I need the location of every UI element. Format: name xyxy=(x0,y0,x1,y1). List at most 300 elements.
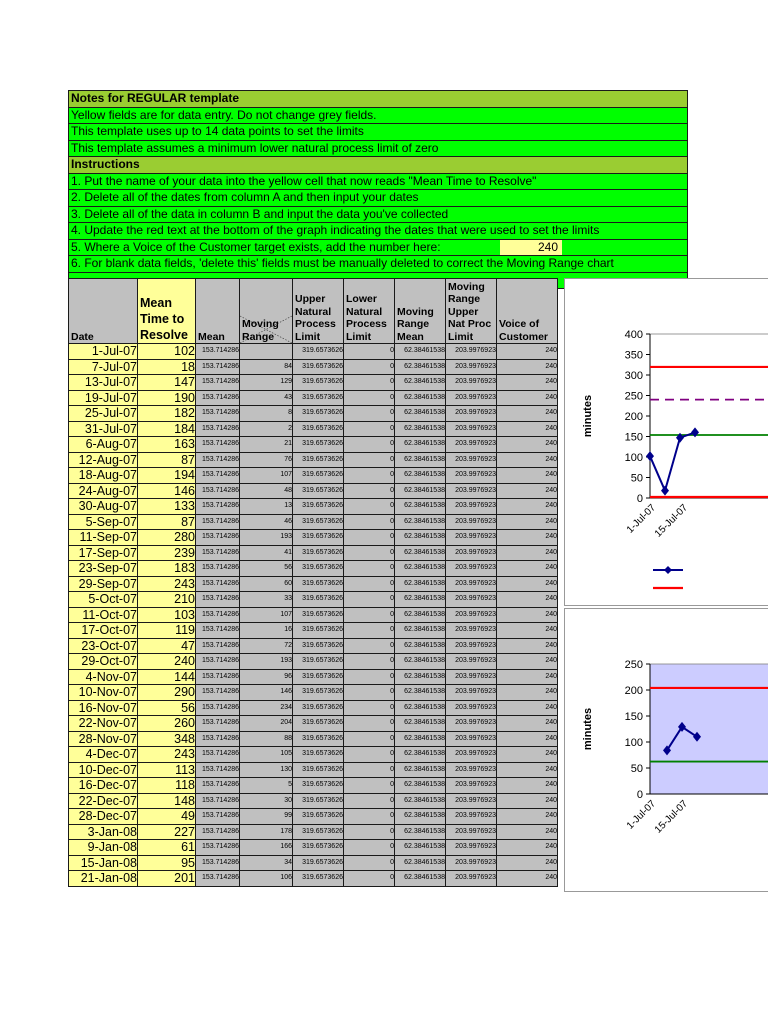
moving-range-cell[interactable]: 2 xyxy=(240,421,293,437)
mr-upper-cell[interactable]: 203.9976923 xyxy=(446,623,497,639)
lnpl-cell[interactable]: 0 xyxy=(344,390,395,406)
lnpl-cell[interactable]: 0 xyxy=(344,716,395,732)
voc-cell[interactable]: 240 xyxy=(497,375,558,391)
value-cell[interactable]: 243 xyxy=(138,747,196,763)
notes-title[interactable]: Notes for REGULAR template xyxy=(68,90,688,107)
mean-cell[interactable]: 153.714286 xyxy=(196,406,240,422)
mean-cell[interactable]: 153.714286 xyxy=(196,344,240,360)
unpl-cell[interactable]: 319.6573626 xyxy=(293,654,344,670)
mr-upper-cell[interactable]: 203.9976923 xyxy=(446,840,497,856)
mean-cell[interactable]: 153.714286 xyxy=(196,871,240,887)
moving-range-cell[interactable]: 34 xyxy=(240,855,293,871)
date-cell[interactable]: 10-Nov-07 xyxy=(69,685,138,701)
unpl-cell[interactable]: 319.6573626 xyxy=(293,483,344,499)
mean-cell[interactable]: 153.714286 xyxy=(196,840,240,856)
unpl-cell[interactable]: 319.6573626 xyxy=(293,809,344,825)
voc-cell[interactable]: 240 xyxy=(497,592,558,608)
mr-mean-cell[interactable]: 62.38461538 xyxy=(395,809,446,825)
mean-cell[interactable]: 153.714286 xyxy=(196,483,240,499)
unpl-cell[interactable]: 319.6573626 xyxy=(293,359,344,375)
mean-cell[interactable]: 153.714286 xyxy=(196,545,240,561)
lnpl-cell[interactable]: 0 xyxy=(344,809,395,825)
moving-range-cell[interactable]: 8 xyxy=(240,406,293,422)
moving-range-cell[interactable]: 33 xyxy=(240,592,293,608)
date-cell[interactable]: 1-Jul-07 xyxy=(69,344,138,360)
unpl-cell[interactable]: 319.6573626 xyxy=(293,390,344,406)
header-moving-range-upper[interactable]: Moving Range Upper Nat Proc Limit xyxy=(446,279,497,344)
mean-cell[interactable]: 153.714286 xyxy=(196,778,240,794)
date-cell[interactable]: 23-Sep-07 xyxy=(69,561,138,577)
header-upper-natural-process-limit[interactable]: Upper Natural Process Limit xyxy=(293,279,344,344)
mr-mean-cell[interactable]: 62.38461538 xyxy=(395,437,446,453)
lnpl-cell[interactable]: 0 xyxy=(344,375,395,391)
unpl-cell[interactable]: 319.6573626 xyxy=(293,375,344,391)
lnpl-cell[interactable]: 0 xyxy=(344,561,395,577)
date-cell[interactable]: 6-Aug-07 xyxy=(69,437,138,453)
mean-cell[interactable]: 153.714286 xyxy=(196,375,240,391)
lnpl-cell[interactable]: 0 xyxy=(344,499,395,515)
date-cell[interactable]: 11-Sep-07 xyxy=(69,530,138,546)
mr-upper-cell[interactable]: 203.9976923 xyxy=(446,793,497,809)
lnpl-cell[interactable]: 0 xyxy=(344,514,395,530)
moving-range-cell[interactable]: 72 xyxy=(240,638,293,654)
moving-range-cell[interactable]: 166 xyxy=(240,840,293,856)
mean-cell[interactable]: 153.714286 xyxy=(196,576,240,592)
mr-upper-cell[interactable]: 203.9976923 xyxy=(446,344,497,360)
date-cell[interactable]: 24-Aug-07 xyxy=(69,483,138,499)
moving-range-cell[interactable]: 13 xyxy=(240,499,293,515)
voc-cell[interactable]: 240 xyxy=(497,700,558,716)
mean-cell[interactable]: 153.714286 xyxy=(196,359,240,375)
mean-cell[interactable]: 153.714286 xyxy=(196,793,240,809)
mr-upper-cell[interactable]: 203.9976923 xyxy=(446,607,497,623)
unpl-cell[interactable]: 319.6573626 xyxy=(293,406,344,422)
value-cell[interactable]: 240 xyxy=(138,654,196,670)
value-cell[interactable]: 133 xyxy=(138,499,196,515)
unpl-cell[interactable]: 319.6573626 xyxy=(293,499,344,515)
unpl-cell[interactable]: 319.6573626 xyxy=(293,623,344,639)
mean-cell[interactable]: 153.714286 xyxy=(196,592,240,608)
date-cell[interactable]: 5-Oct-07 xyxy=(69,592,138,608)
mr-upper-cell[interactable]: 203.9976923 xyxy=(446,483,497,499)
header-moving-range-mean[interactable]: Moving Range Mean xyxy=(395,279,446,344)
instruction-step-1[interactable]: 1. Put the name of your data into the yellow cell that now reads "Mean Time to Resolve" xyxy=(68,173,688,190)
moving-range-cell[interactable]: 88 xyxy=(240,731,293,747)
mr-mean-cell[interactable]: 62.38461538 xyxy=(395,421,446,437)
instruction-step-2[interactable]: 2. Delete all of the dates from column A and then input your dates xyxy=(68,189,688,206)
value-cell[interactable]: 144 xyxy=(138,669,196,685)
lnpl-cell[interactable]: 0 xyxy=(344,468,395,484)
instructions-title[interactable]: Instructions xyxy=(68,156,688,173)
mean-cell[interactable]: 153.714286 xyxy=(196,731,240,747)
voc-cell[interactable]: 240 xyxy=(497,576,558,592)
date-cell[interactable]: 16-Nov-07 xyxy=(69,700,138,716)
mr-mean-cell[interactable]: 62.38461538 xyxy=(395,778,446,794)
value-cell[interactable]: 148 xyxy=(138,793,196,809)
header-moving-range[interactable] xyxy=(240,279,293,344)
mr-upper-cell[interactable]: 203.9976923 xyxy=(446,685,497,701)
moving-range-cell[interactable]: 178 xyxy=(240,824,293,840)
value-cell[interactable]: 290 xyxy=(138,685,196,701)
value-cell[interactable]: 49 xyxy=(138,809,196,825)
unpl-cell[interactable]: 319.6573626 xyxy=(293,344,344,360)
mr-upper-cell[interactable]: 203.9976923 xyxy=(446,530,497,546)
date-cell[interactable]: 13-Jul-07 xyxy=(69,375,138,391)
voc-cell[interactable]: 240 xyxy=(497,344,558,360)
moving-range-cell[interactable]: 48 xyxy=(240,483,293,499)
instruction-step-5[interactable]: 5. Where a Voice of the Customer target exists, add the number here: xyxy=(71,239,441,254)
date-cell[interactable]: 4-Dec-07 xyxy=(69,747,138,763)
mr-upper-cell[interactable]: 203.9976923 xyxy=(446,778,497,794)
moving-range-cell[interactable]: 60 xyxy=(240,576,293,592)
voc-cell[interactable]: 240 xyxy=(497,468,558,484)
lnpl-cell[interactable]: 0 xyxy=(344,747,395,763)
notes-line-3[interactable]: This template assumes a minimum lower natural process limit of zero xyxy=(68,140,688,157)
voc-cell[interactable]: 240 xyxy=(497,747,558,763)
lnpl-cell[interactable]: 0 xyxy=(344,607,395,623)
lnpl-cell[interactable]: 0 xyxy=(344,623,395,639)
mean-cell[interactable]: 153.714286 xyxy=(196,824,240,840)
voc-cell[interactable]: 240 xyxy=(497,607,558,623)
lnpl-cell[interactable]: 0 xyxy=(344,344,395,360)
notes-line-1[interactable]: Yellow fields are for data entry. Do not change grey fields. xyxy=(68,107,688,124)
unpl-cell[interactable]: 319.6573626 xyxy=(293,437,344,453)
unpl-cell[interactable]: 319.6573626 xyxy=(293,716,344,732)
instruction-step-4[interactable]: 4. Update the red text at the bottom of the graph indicating the dates that were used to set the limits xyxy=(68,222,688,239)
voc-cell[interactable]: 240 xyxy=(497,762,558,778)
lnpl-cell[interactable]: 0 xyxy=(344,871,395,887)
mr-upper-cell[interactable]: 203.9976923 xyxy=(446,375,497,391)
lnpl-cell[interactable]: 0 xyxy=(344,592,395,608)
voc-cell[interactable]: 240 xyxy=(497,793,558,809)
date-cell[interactable]: 28-Nov-07 xyxy=(69,731,138,747)
date-cell[interactable]: 19-Jul-07 xyxy=(69,390,138,406)
mr-upper-cell[interactable]: 203.9976923 xyxy=(446,437,497,453)
moving-range-cell[interactable]: 46 xyxy=(240,514,293,530)
unpl-cell[interactable]: 319.6573626 xyxy=(293,778,344,794)
unpl-cell[interactable]: 319.6573626 xyxy=(293,747,344,763)
mr-upper-cell[interactable]: 203.9976923 xyxy=(446,468,497,484)
voc-cell[interactable]: 240 xyxy=(497,716,558,732)
date-cell[interactable]: 10-Dec-07 xyxy=(69,762,138,778)
value-cell[interactable]: 47 xyxy=(138,638,196,654)
lnpl-cell[interactable]: 0 xyxy=(344,824,395,840)
moving-range-cell[interactable]: 56 xyxy=(240,561,293,577)
mr-mean-cell[interactable]: 62.38461538 xyxy=(395,840,446,856)
moving-range-cell[interactable] xyxy=(240,344,293,360)
lnpl-cell[interactable]: 0 xyxy=(344,685,395,701)
value-cell[interactable]: 243 xyxy=(138,576,196,592)
date-cell[interactable]: 11-Oct-07 xyxy=(69,607,138,623)
voc-cell[interactable]: 240 xyxy=(497,685,558,701)
mean-cell[interactable]: 153.714286 xyxy=(196,561,240,577)
lnpl-cell[interactable]: 0 xyxy=(344,530,395,546)
value-cell[interactable]: 87 xyxy=(138,514,196,530)
mr-upper-cell[interactable]: 203.9976923 xyxy=(446,700,497,716)
lnpl-cell[interactable]: 0 xyxy=(344,452,395,468)
mr-upper-cell[interactable]: 203.9976923 xyxy=(446,871,497,887)
value-cell[interactable]: 163 xyxy=(138,437,196,453)
unpl-cell[interactable]: 319.6573626 xyxy=(293,871,344,887)
value-cell[interactable]: 18 xyxy=(138,359,196,375)
date-cell[interactable]: 29-Sep-07 xyxy=(69,576,138,592)
mr-upper-cell[interactable]: 203.9976923 xyxy=(446,747,497,763)
voc-cell[interactable]: 240 xyxy=(497,421,558,437)
mr-upper-cell[interactable]: 203.9976923 xyxy=(446,855,497,871)
mean-cell[interactable]: 153.714286 xyxy=(196,762,240,778)
mr-mean-cell[interactable]: 62.38461538 xyxy=(395,545,446,561)
lnpl-cell[interactable]: 0 xyxy=(344,840,395,856)
mr-mean-cell[interactable]: 62.38461538 xyxy=(395,762,446,778)
mean-cell[interactable]: 153.714286 xyxy=(196,452,240,468)
mr-mean-cell[interactable]: 62.38461538 xyxy=(395,654,446,670)
mr-mean-cell[interactable]: 62.38461538 xyxy=(395,468,446,484)
date-cell[interactable]: 12-Aug-07 xyxy=(69,452,138,468)
unpl-cell[interactable]: 319.6573626 xyxy=(293,762,344,778)
moving-range-cell[interactable]: 105 xyxy=(240,747,293,763)
voc-cell[interactable]: 240 xyxy=(497,654,558,670)
voc-cell[interactable]: 240 xyxy=(497,359,558,375)
unpl-cell[interactable]: 319.6573626 xyxy=(293,700,344,716)
header-date[interactable]: Date xyxy=(69,279,138,344)
date-cell[interactable]: 31-Jul-07 xyxy=(69,421,138,437)
date-cell[interactable]: 7-Jul-07 xyxy=(69,359,138,375)
date-cell[interactable]: 16-Dec-07 xyxy=(69,778,138,794)
unpl-cell[interactable]: 319.6573626 xyxy=(293,685,344,701)
mr-upper-cell[interactable]: 203.9976923 xyxy=(446,576,497,592)
date-cell[interactable]: 28-Dec-07 xyxy=(69,809,138,825)
mr-upper-cell[interactable]: 203.9976923 xyxy=(446,638,497,654)
mean-cell[interactable]: 153.714286 xyxy=(196,607,240,623)
unpl-cell[interactable]: 319.6573626 xyxy=(293,545,344,561)
voc-cell[interactable]: 240 xyxy=(497,452,558,468)
mr-upper-cell[interactable]: 203.9976923 xyxy=(446,762,497,778)
mr-upper-cell[interactable]: 203.9976923 xyxy=(446,592,497,608)
unpl-cell[interactable]: 319.6573626 xyxy=(293,855,344,871)
mr-upper-cell[interactable]: 203.9976923 xyxy=(446,514,497,530)
value-cell[interactable]: 183 xyxy=(138,561,196,577)
moving-range-cell[interactable]: 96 xyxy=(240,669,293,685)
unpl-cell[interactable]: 319.6573626 xyxy=(293,530,344,546)
value-cell[interactable]: 119 xyxy=(138,623,196,639)
voc-cell[interactable]: 240 xyxy=(497,871,558,887)
mr-mean-cell[interactable]: 62.38461538 xyxy=(395,669,446,685)
date-cell[interactable]: 29-Oct-07 xyxy=(69,654,138,670)
lnpl-cell[interactable]: 0 xyxy=(344,437,395,453)
mean-cell[interactable]: 153.714286 xyxy=(196,421,240,437)
mr-mean-cell[interactable]: 62.38461538 xyxy=(395,855,446,871)
mr-mean-cell[interactable]: 62.38461538 xyxy=(395,359,446,375)
lnpl-cell[interactable]: 0 xyxy=(344,483,395,499)
date-cell[interactable]: 21-Jan-08 xyxy=(69,871,138,887)
mean-cell[interactable]: 153.714286 xyxy=(196,437,240,453)
value-cell[interactable]: 190 xyxy=(138,390,196,406)
mean-cell[interactable]: 153.714286 xyxy=(196,716,240,732)
moving-range-cell[interactable]: 130 xyxy=(240,762,293,778)
date-cell[interactable]: 17-Sep-07 xyxy=(69,545,138,561)
value-cell[interactable]: 146 xyxy=(138,483,196,499)
lnpl-cell[interactable]: 0 xyxy=(344,762,395,778)
voc-cell[interactable]: 240 xyxy=(497,638,558,654)
date-cell[interactable]: 25-Jul-07 xyxy=(69,406,138,422)
date-cell[interactable]: 18-Aug-07 xyxy=(69,468,138,484)
moving-range-cell[interactable]: 234 xyxy=(240,700,293,716)
moving-range-cell[interactable]: 5 xyxy=(240,778,293,794)
date-cell[interactable]: 15-Jan-08 xyxy=(69,855,138,871)
voc-cell[interactable]: 240 xyxy=(497,437,558,453)
value-cell[interactable]: 95 xyxy=(138,855,196,871)
header-mean[interactable]: Mean xyxy=(196,279,240,344)
value-cell[interactable]: 227 xyxy=(138,824,196,840)
mr-mean-cell[interactable]: 62.38461538 xyxy=(395,716,446,732)
lnpl-cell[interactable]: 0 xyxy=(344,793,395,809)
moving-range-cell[interactable]: 193 xyxy=(240,530,293,546)
date-cell[interactable]: 9-Jan-08 xyxy=(69,840,138,856)
mr-upper-cell[interactable]: 203.9976923 xyxy=(446,809,497,825)
voc-input-cell[interactable]: 240 xyxy=(500,240,562,256)
date-cell[interactable]: 22-Nov-07 xyxy=(69,716,138,732)
date-cell[interactable]: 5-Sep-07 xyxy=(69,514,138,530)
mr-upper-cell[interactable]: 203.9976923 xyxy=(446,561,497,577)
instruction-step-6[interactable]: 6. For blank data fields, 'delete this' fields must be manually deleted to correct the Moving Range chart xyxy=(68,255,688,272)
mr-upper-cell[interactable]: 203.9976923 xyxy=(446,669,497,685)
value-cell[interactable]: 201 xyxy=(138,871,196,887)
voc-cell[interactable]: 240 xyxy=(497,731,558,747)
value-cell[interactable]: 260 xyxy=(138,716,196,732)
value-cell[interactable]: 184 xyxy=(138,421,196,437)
value-cell[interactable]: 87 xyxy=(138,452,196,468)
notes-line-2[interactable]: This template uses up to 14 data points to set the limits xyxy=(68,123,688,140)
mr-mean-cell[interactable]: 62.38461538 xyxy=(395,406,446,422)
mr-mean-cell[interactable]: 62.38461538 xyxy=(395,793,446,809)
value-cell[interactable]: 56 xyxy=(138,700,196,716)
voc-cell[interactable]: 240 xyxy=(497,499,558,515)
voc-cell[interactable]: 240 xyxy=(497,623,558,639)
voc-cell[interactable]: 240 xyxy=(497,824,558,840)
voc-cell[interactable]: 240 xyxy=(497,561,558,577)
mr-mean-cell[interactable]: 62.38461538 xyxy=(395,607,446,623)
unpl-cell[interactable]: 319.6573626 xyxy=(293,452,344,468)
voc-cell[interactable]: 240 xyxy=(497,809,558,825)
mr-upper-cell[interactable]: 203.9976923 xyxy=(446,390,497,406)
voc-cell[interactable]: 240 xyxy=(497,669,558,685)
date-cell[interactable]: 4-Nov-07 xyxy=(69,669,138,685)
mr-mean-cell[interactable]: 62.38461538 xyxy=(395,731,446,747)
voc-cell[interactable]: 240 xyxy=(497,778,558,794)
unpl-cell[interactable]: 319.6573626 xyxy=(293,576,344,592)
voc-cell[interactable]: 240 xyxy=(497,545,558,561)
mr-upper-cell[interactable]: 203.9976923 xyxy=(446,406,497,422)
value-cell[interactable]: 182 xyxy=(138,406,196,422)
mr-mean-cell[interactable]: 62.38461538 xyxy=(395,483,446,499)
header-mean-time-to-resolve[interactable]: Mean Time to Resolve xyxy=(138,279,196,344)
mean-cell[interactable]: 153.714286 xyxy=(196,514,240,530)
voc-cell[interactable]: 240 xyxy=(497,483,558,499)
moving-range-cell[interactable]: 106 xyxy=(240,871,293,887)
mr-upper-cell[interactable]: 203.9976923 xyxy=(446,452,497,468)
mean-cell[interactable]: 153.714286 xyxy=(196,747,240,763)
voc-cell[interactable]: 240 xyxy=(497,855,558,871)
lnpl-cell[interactable]: 0 xyxy=(344,778,395,794)
value-cell[interactable]: 210 xyxy=(138,592,196,608)
moving-range-cell[interactable]: 41 xyxy=(240,545,293,561)
unpl-cell[interactable]: 319.6573626 xyxy=(293,669,344,685)
mr-upper-cell[interactable]: 203.9976923 xyxy=(446,824,497,840)
mr-upper-cell[interactable]: 203.9976923 xyxy=(446,731,497,747)
voc-cell[interactable]: 240 xyxy=(497,390,558,406)
date-cell[interactable]: 30-Aug-07 xyxy=(69,499,138,515)
value-cell[interactable]: 239 xyxy=(138,545,196,561)
unpl-cell[interactable]: 319.6573626 xyxy=(293,514,344,530)
lnpl-cell[interactable]: 0 xyxy=(344,669,395,685)
moving-range-cell[interactable]: 99 xyxy=(240,809,293,825)
lnpl-cell[interactable]: 0 xyxy=(344,545,395,561)
mr-upper-cell[interactable]: 203.9976923 xyxy=(446,545,497,561)
unpl-cell[interactable]: 319.6573626 xyxy=(293,824,344,840)
mr-mean-cell[interactable]: 62.38461538 xyxy=(395,685,446,701)
mean-cell[interactable]: 153.714286 xyxy=(196,638,240,654)
mean-cell[interactable]: 153.714286 xyxy=(196,468,240,484)
value-cell[interactable]: 348 xyxy=(138,731,196,747)
mr-upper-cell[interactable]: 203.9976923 xyxy=(446,716,497,732)
mr-mean-cell[interactable]: 62.38461538 xyxy=(395,592,446,608)
lnpl-cell[interactable]: 0 xyxy=(344,421,395,437)
moving-range-cell[interactable]: 129 xyxy=(240,375,293,391)
mean-cell[interactable]: 153.714286 xyxy=(196,855,240,871)
mean-cell[interactable]: 153.714286 xyxy=(196,623,240,639)
unpl-cell[interactable]: 319.6573626 xyxy=(293,793,344,809)
header-voice-of-customer[interactable]: Voice of Customer xyxy=(497,279,558,344)
voc-cell[interactable]: 240 xyxy=(497,514,558,530)
mr-mean-cell[interactable]: 62.38461538 xyxy=(395,747,446,763)
voc-cell[interactable]: 240 xyxy=(497,406,558,422)
moving-range-cell[interactable]: 84 xyxy=(240,359,293,375)
moving-range-cell[interactable]: 107 xyxy=(240,607,293,623)
moving-range-cell[interactable]: 107 xyxy=(240,468,293,484)
moving-range-cell[interactable]: 16 xyxy=(240,623,293,639)
date-cell[interactable]: 17-Oct-07 xyxy=(69,623,138,639)
value-cell[interactable]: 61 xyxy=(138,840,196,856)
value-cell[interactable]: 118 xyxy=(138,778,196,794)
mean-cell[interactable]: 153.714286 xyxy=(196,685,240,701)
header-lower-natural-process-limit[interactable]: Lower Natural Process Limit xyxy=(344,279,395,344)
moving-range-cell[interactable]: 193 xyxy=(240,654,293,670)
moving-range-cell[interactable]: 204 xyxy=(240,716,293,732)
unpl-cell[interactable]: 319.6573626 xyxy=(293,592,344,608)
voc-cell[interactable]: 240 xyxy=(497,840,558,856)
mr-mean-cell[interactable]: 62.38461538 xyxy=(395,561,446,577)
mean-cell[interactable]: 153.714286 xyxy=(196,499,240,515)
unpl-cell[interactable]: 319.6573626 xyxy=(293,561,344,577)
date-cell[interactable]: 22-Dec-07 xyxy=(69,793,138,809)
mr-mean-cell[interactable]: 62.38461538 xyxy=(395,375,446,391)
instruction-step-3[interactable]: 3. Delete all of the data in column B and input the data you've collected xyxy=(68,206,688,223)
lnpl-cell[interactable]: 0 xyxy=(344,855,395,871)
date-cell[interactable]: 3-Jan-08 xyxy=(69,824,138,840)
mr-mean-cell[interactable]: 62.38461538 xyxy=(395,638,446,654)
unpl-cell[interactable]: 319.6573626 xyxy=(293,607,344,623)
moving-range-cell[interactable]: 43 xyxy=(240,390,293,406)
value-cell[interactable]: 280 xyxy=(138,530,196,546)
value-cell[interactable]: 194 xyxy=(138,468,196,484)
lnpl-cell[interactable]: 0 xyxy=(344,406,395,422)
mr-mean-cell[interactable]: 62.38461538 xyxy=(395,344,446,360)
mean-cell[interactable]: 153.714286 xyxy=(196,700,240,716)
voc-cell[interactable]: 240 xyxy=(497,530,558,546)
mean-cell[interactable]: 153.714286 xyxy=(196,809,240,825)
lnpl-cell[interactable]: 0 xyxy=(344,638,395,654)
lnpl-cell[interactable]: 0 xyxy=(344,654,395,670)
